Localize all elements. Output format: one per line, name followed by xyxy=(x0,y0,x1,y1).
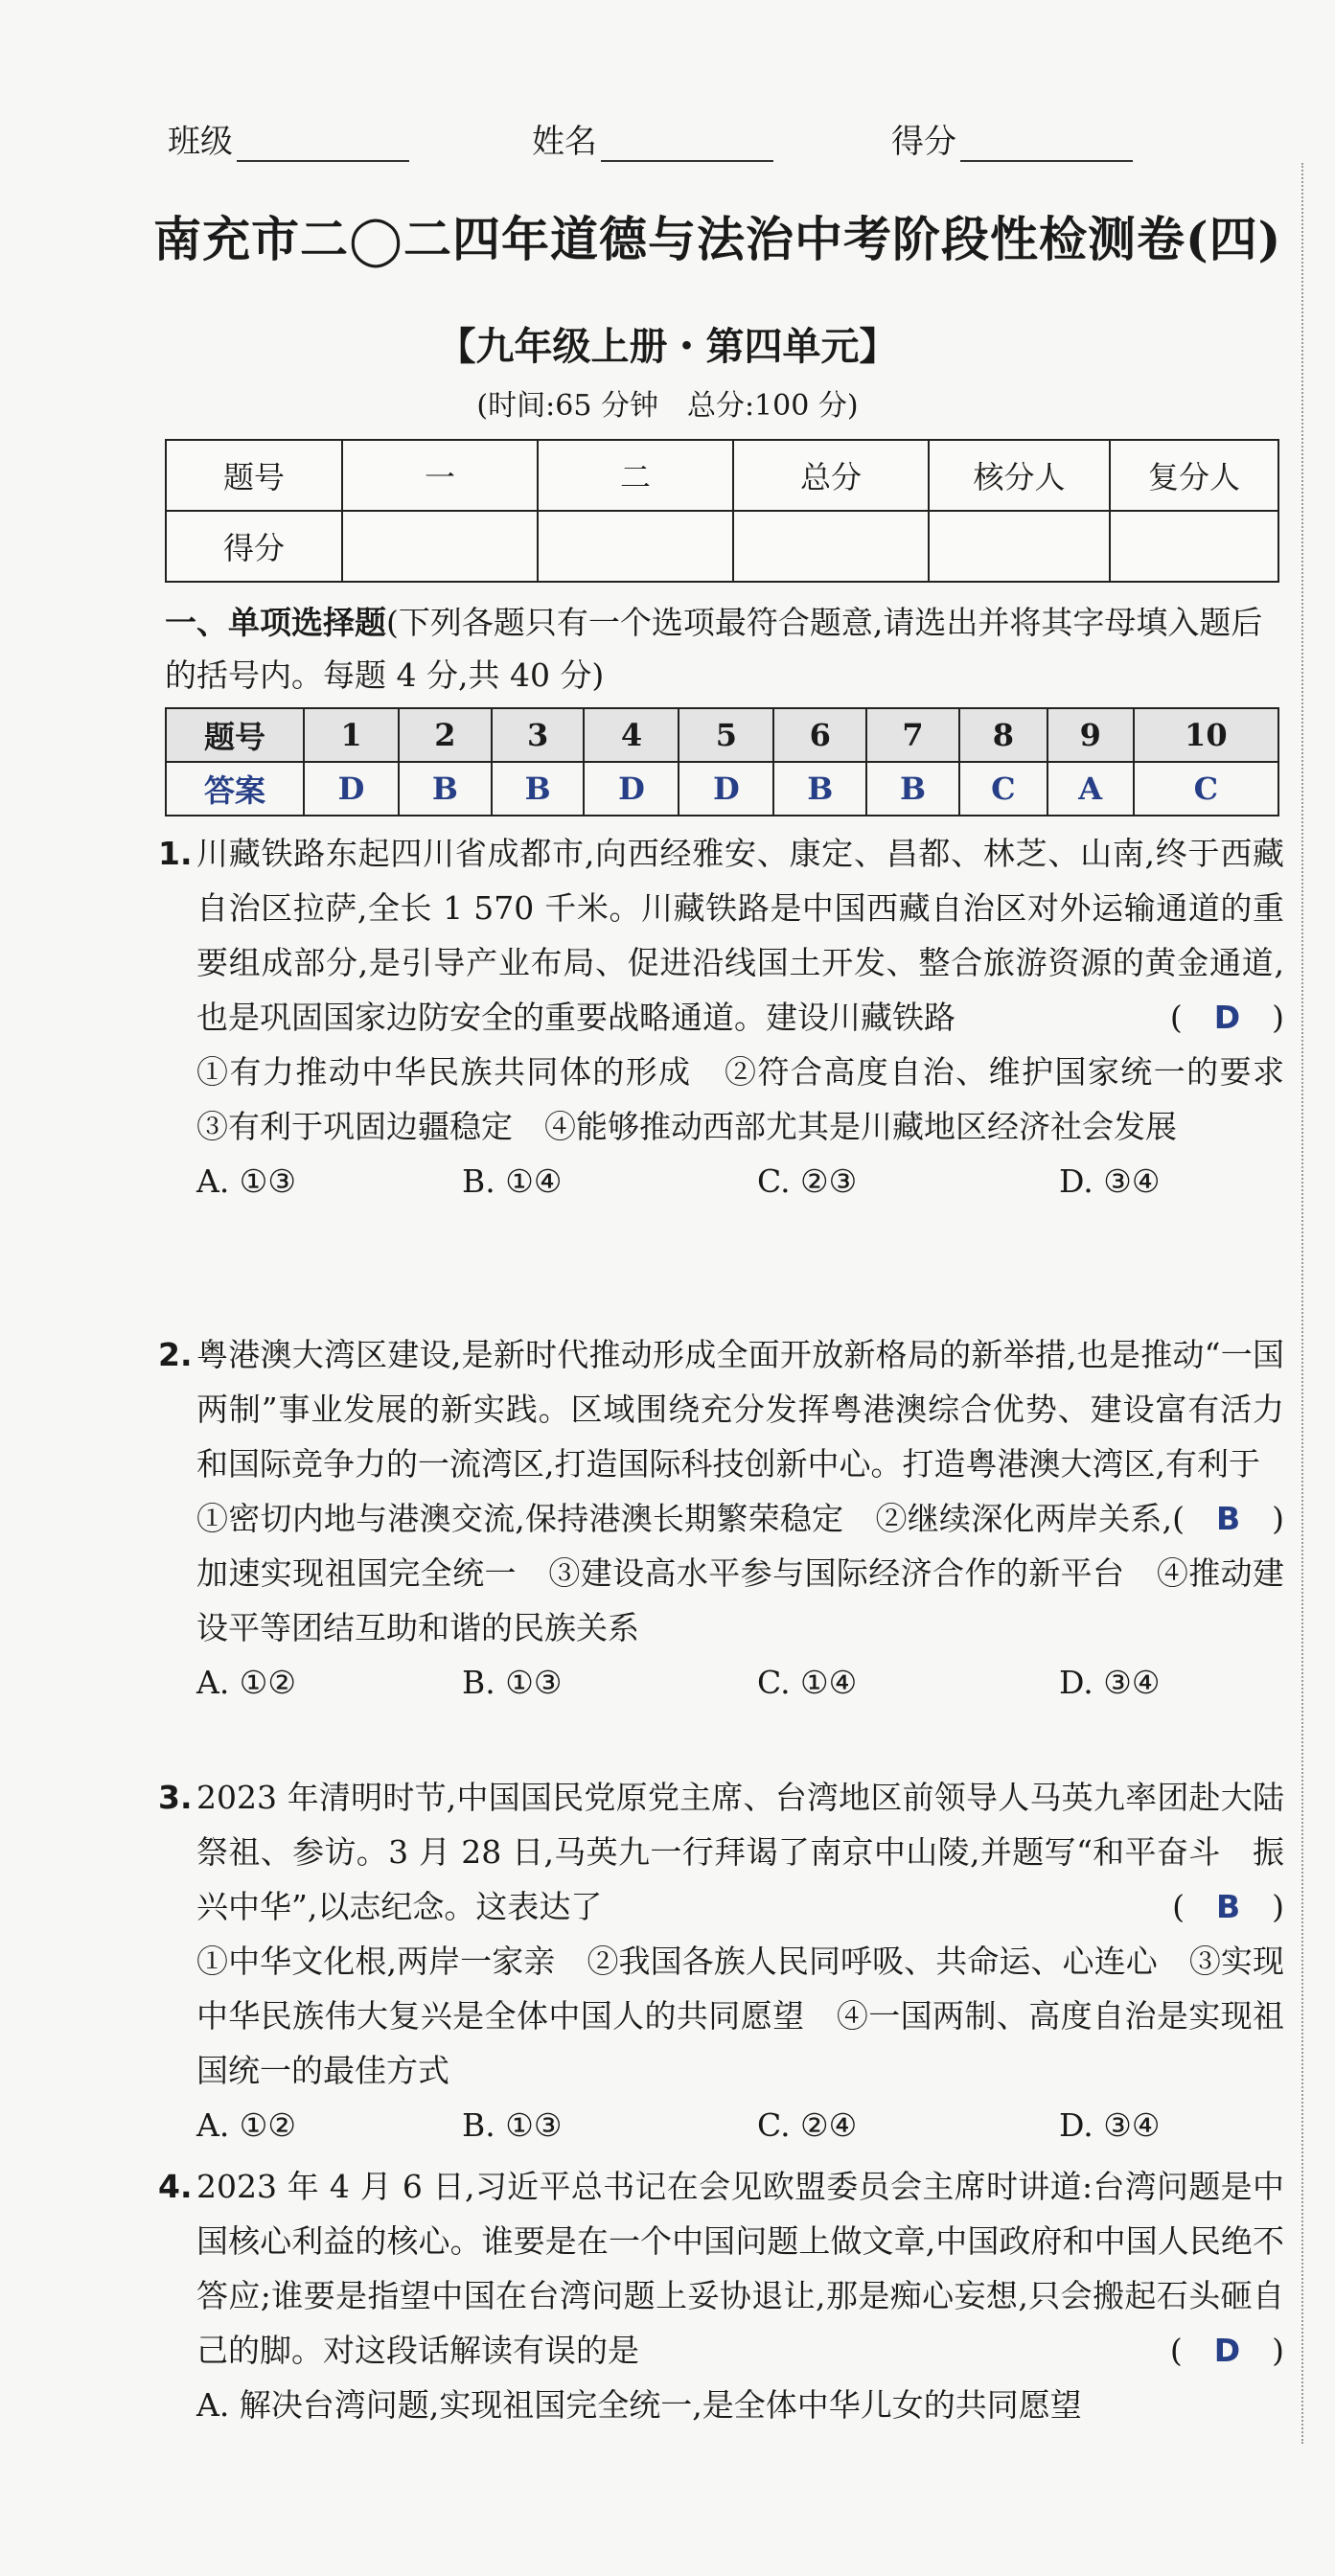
score-cell: 复分人 xyxy=(1110,440,1278,511)
option-a[interactable]: A. 解决台湾问题,实现祖国完全统一,是全体中华儿女的共同愿望 xyxy=(196,2386,1082,2424)
header-fields xyxy=(168,115,1191,163)
question-stem xyxy=(196,1327,1284,1537)
answer-number: 10 xyxy=(1134,708,1278,762)
stem-text: 2023 年清明时节,中国国民党原党主席、台湾地区前领导人马英九率团赴大陆祭祖、参访。3 月 28 日,马英九一行拜谒了南京中山陵,并题写“和平奋斗 振兴中华”,以志纪念。这表达了 xyxy=(196,1779,1284,1925)
question-options xyxy=(196,2098,1284,2152)
score-cell: 得分 xyxy=(166,511,342,582)
answer-number: 5 xyxy=(679,708,773,762)
score-table-score-row xyxy=(166,511,1278,582)
question-number: 3. xyxy=(158,1779,193,1816)
answer-letter: C xyxy=(1134,762,1278,816)
score-blank[interactable] xyxy=(960,126,1133,162)
answer-table xyxy=(165,707,1279,816)
name-field xyxy=(532,115,773,162)
option-a[interactable]: A. ①② xyxy=(196,2106,296,2144)
answer-mark: B xyxy=(1215,1888,1241,1925)
answer-letter: D xyxy=(304,762,399,816)
score-input-cell[interactable] xyxy=(1110,511,1278,582)
answer-number: 9 xyxy=(1047,708,1134,762)
answer-number: 8 xyxy=(959,708,1047,762)
stem-text: 2023 年 4 月 6 日,习近平总书记在会见欧盟委员会主席时讲道:台湾问题是中国核心利益的核心。谁要是在一个中国问题上做文章,中国政府和中国人民绝不答应;谁要是指望中国在台湾问题上妥协退让,那是痴心妄想,只会搬起石头砸自己的脚。对这段话解读有误的是 xyxy=(196,2168,1284,2369)
question-stem xyxy=(196,1770,1284,1934)
answer-number: 3 xyxy=(492,708,585,762)
section-description: (下列各题只有一个选项最符合题意,请选出并将其字母填入题后的括号内。每题 4 分,共 40 分) xyxy=(165,604,1263,694)
answer-bracket: ( D ) xyxy=(1169,999,1284,1036)
option-a[interactable]: A. ①③ xyxy=(196,1162,296,1200)
question-number: 2. xyxy=(158,1336,193,1373)
stem-text: 川藏铁路东起四川省成都市,向西经雅安、康定、昌都、林芝、山南,终于西藏自治区拉萨,全长 1 570 千米。川藏铁路是中国西藏自治区对外运输通道的重要组成部分,是引导产业布局、促进沿线国土开发、整合旅游资源的黄金通道,也是巩固国家边防安全的重要战略通道。建设川藏铁路 xyxy=(196,835,1284,1036)
cut-line xyxy=(1301,163,1303,2444)
page-subtitle: 【九年级上册・第四单元】 xyxy=(437,324,898,369)
option-b[interactable]: B. ①④ xyxy=(462,1162,563,1200)
class-field xyxy=(168,115,409,162)
question-statements: ①中华文化根,两岸一家亲 ②我国各族人民同呼吸、共命运、心连心 ③实现中华民族伟大复兴是全体中国人的共同愿望 ④一国两制、高度自治是实现祖国统一的最佳方式 xyxy=(196,1943,1284,2089)
stem-text: 粤港澳大湾区建设,是新时代推动形成全面开放新格局的新举措,也是推动“一国两制”事业发展的新实践。区域围绕充分发挥粤港澳综合优势、建设富有活力和国际竞争力的一流湾区,打造国际科技创新中心。打造粤港澳大湾区,有利于 xyxy=(196,1336,1284,1483)
question-3 xyxy=(158,1770,1284,2152)
answer-letter: B xyxy=(866,762,959,816)
answer-letter: A xyxy=(1047,762,1134,816)
answer-letter: B xyxy=(492,762,585,816)
answer-letter: B xyxy=(399,762,492,816)
option-a[interactable]: A. ①② xyxy=(196,1664,296,1701)
exam-meta: (时间:65 分钟 总分:100 分) xyxy=(476,389,859,423)
class-blank[interactable] xyxy=(237,126,409,162)
answer-number: 4 xyxy=(584,708,679,762)
section-heading xyxy=(165,596,1286,702)
question-number: 1. xyxy=(158,835,193,872)
question-statements: ①密切内地与港澳交流,保持港澳长期繁荣稳定 ②继续深化两岸关系,加速实现祖国完全统一 ③建设高水平参与国际经济合作的新平台 ④推动建设平等团结互助和谐的民族关系 xyxy=(196,1500,1284,1646)
question-4 xyxy=(158,2159,1284,2432)
page-title: 南充市二◯二四年道德与法治中考阶段性检测卷(四) xyxy=(153,211,1282,267)
score-table xyxy=(165,439,1279,583)
class-label: 班级 xyxy=(168,123,233,161)
answer-letter: D xyxy=(679,762,773,816)
section-title: 一、单项选择题 xyxy=(165,604,386,641)
score-input-cell[interactable] xyxy=(733,511,929,582)
option-d[interactable]: D. ③④ xyxy=(1059,2106,1161,2144)
answer-table-number-row xyxy=(166,708,1278,762)
answer-number: 1 xyxy=(304,708,399,762)
question-options xyxy=(196,1655,1284,1710)
question-options xyxy=(196,1154,1284,1208)
score-cell: 总分 xyxy=(733,440,929,511)
option-b[interactable]: B. ①③ xyxy=(462,2106,563,2144)
question-1 xyxy=(158,826,1316,1208)
answer-table-answer-row xyxy=(166,762,1278,816)
name-blank[interactable] xyxy=(601,126,773,162)
option-c[interactable]: C. ②③ xyxy=(757,1162,858,1200)
answer-number: 7 xyxy=(866,708,959,762)
score-table-header-row xyxy=(166,440,1278,511)
answer-number: 6 xyxy=(773,708,866,762)
score-cell: 一 xyxy=(342,440,538,511)
answer-bracket: ( B ) xyxy=(1172,1888,1284,1925)
option-b[interactable]: B. ①③ xyxy=(462,1664,563,1701)
option-d[interactable]: D. ③④ xyxy=(1059,1664,1161,1701)
score-label: 得分 xyxy=(891,123,956,161)
score-cell: 二 xyxy=(538,440,733,511)
score-cell: 题号 xyxy=(166,440,342,511)
score-field xyxy=(891,115,1133,162)
answer-letter: B xyxy=(773,762,866,816)
question-stem xyxy=(196,826,1284,1045)
score-input-cell[interactable] xyxy=(342,511,538,582)
answer-mark: D xyxy=(1213,2332,1241,2369)
answer-number: 2 xyxy=(399,708,492,762)
answer-mark: B xyxy=(1215,1500,1241,1537)
answer-letter: D xyxy=(584,762,679,816)
option-c[interactable]: C. ②④ xyxy=(757,2106,858,2144)
question-statements: ①有力推动中华民族共同体的形成 ②符合高度自治、维护国家统一的要求 ③有利于巩固边疆稳定 ④能够推动西部尤其是川藏地区经济社会发展 xyxy=(196,1053,1316,1145)
answer-bracket: ( B ) xyxy=(1172,1500,1284,1537)
answer-letter: C xyxy=(959,762,1047,816)
name-label: 姓名 xyxy=(532,123,597,161)
score-input-cell[interactable] xyxy=(929,511,1110,582)
question-2 xyxy=(158,1327,1284,1710)
answer-table-header-label: 题号 xyxy=(166,708,304,762)
score-cell: 核分人 xyxy=(929,440,1110,511)
answer-table-answer-label: 答案 xyxy=(166,762,304,816)
answer-mark: D xyxy=(1213,999,1241,1036)
score-input-cell[interactable] xyxy=(538,511,733,582)
answer-bracket: ( D ) xyxy=(1169,2332,1284,2369)
question-stem xyxy=(196,2159,1284,2378)
option-c[interactable]: C. ①④ xyxy=(757,1664,858,1701)
option-d[interactable]: D. ③④ xyxy=(1059,1162,1161,1200)
question-number: 4. xyxy=(158,2168,193,2205)
